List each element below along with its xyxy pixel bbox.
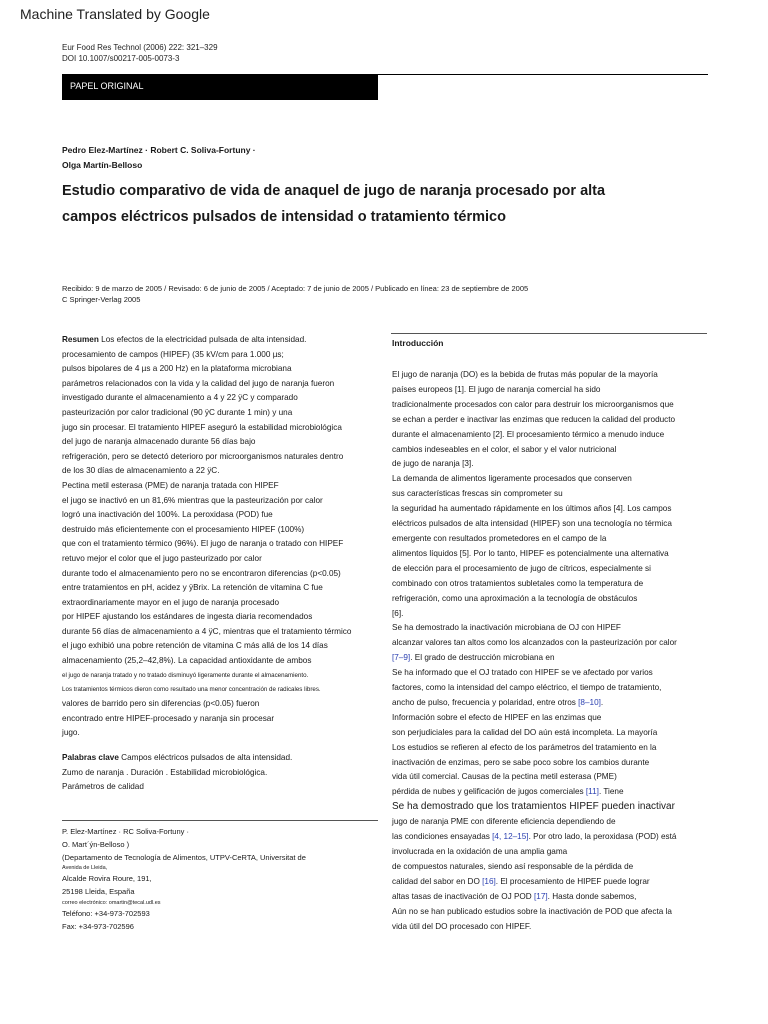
text-span: . El grado de destrucción microbiana en [410,653,555,663]
text-line: la seguridad ha aumentado rápidamente en los últimos años [4]. Los campos [392,504,672,514]
journal-citation: Eur Food Res Technol (2006) 222: 321–329 [62,43,218,52]
citation-link[interactable]: [7–9] [392,653,411,663]
text-line: jugo de naranja PME con diferente eficiencia dependiendo de [392,817,616,827]
text-line: procesamiento de campos (HIPEF) (35 kV/cm para 1.000 µs; [62,349,284,359]
text-line: Los tratamientos térmicos dieron como resultado una menor concentración de radicales libres. [62,685,321,693]
text-span: . Tiene [598,787,624,797]
text-line: el jugo se inactivó en un 81,6% mientras que la pasteurización por calor [62,495,323,505]
text-line: que con el tratamiento térmico (96%). El jugo de naranja o tratado con HIPEF [62,539,344,549]
text-line: parámetros relacionados con la vida y la calidad del jugo de naranja fueron [62,378,335,388]
text-line: refrigeración, como una aproximación a la tecnología de obstáculos [392,593,638,603]
text-line [392,785,712,800]
abstract-text: Los efectos de la electricidad pulsada de alta intensidad. [98,335,307,344]
publication-dates [62,283,528,305]
keywords-label: Palabras clave [62,753,119,763]
title-line: campos eléctricos pulsados de intensidad o tratamiento térmico [62,209,506,225]
doi: DOI 10.1007/s00217-005-0073-3 [62,54,180,63]
text-line: Aún no se han publicado estudios sobre la inactivación de POD que afecta la [392,906,672,916]
citation-link[interactable]: [11] [585,787,599,797]
intro-rule [391,333,707,334]
machine-translation-banner: Machine Translated by Google [20,6,210,22]
text-line [392,875,712,890]
text-line: jugo sin procesar. El tratamiento HIPEF aseguró la estabilidad microbiológica [62,422,342,432]
keywords-line: Parámetros de calidad [62,782,144,792]
citation-link[interactable]: [8–10] [578,697,601,707]
text-line: sus características frescas sin comprometer su [392,489,563,499]
paragraph [392,368,712,472]
keywords-text: Campos eléctricos pulsados de alta intensidad. [118,753,293,763]
affiliation-line: Alcalde Rovira Roure, 191, [62,874,152,884]
text-line: de jugo de naranja [3]. [392,459,474,469]
keywords [62,751,382,795]
text-line: pulsos bipolares de 4 µs a 200 Hz) en la plataforma microbiana [62,364,292,374]
citation-link[interactable]: [16] [482,876,496,886]
affiliation-line: (Departamento de Tecnología de Alimentos, UTPV-CeRTA, Universitat de [62,852,306,862]
text-line: factores, como la intensidad del campo eléctrico, el tiempo de tratamiento, [392,683,662,693]
text-line: son perjudiciales para la calidad del DO aún está incompleta. La mayoría [392,727,658,737]
text-line: cambios indeseables en el color, el sabor y el valor nutricional [392,444,617,454]
text-line: retuvo mejor el color que el jugo pasteurizado por calor [62,553,262,563]
paragraph [392,711,712,786]
text-span: . [600,697,604,707]
text-line: alcanzar valores tan altos como los alcanzados con la pasteurización por calor [392,638,677,648]
fax-line: Fax: +34-973-702596 [62,921,134,931]
text-line: de los 30 días de almacenamiento a 22 ÿC. [62,466,220,476]
text-line: Los estudios se refieren al efecto de los parámetros del tratamiento en la [392,742,657,752]
text-line: pasteurización por calor tradicional (90 ÿC durante 1 min) y una [62,407,293,417]
copyright-line: C Springer-Verlag 2005 [62,295,141,304]
affiliation-line: P. Elez-Martínez · RC Soliva-Fortuny · [62,827,189,836]
abstract-column [62,333,382,795]
text-line [392,696,712,711]
text-line: [6]. [392,608,404,618]
text-line: El jugo de naranja (DO) es la bebida de frutas más popular de la mayoría [392,370,658,379]
article-type-label: PAPEL ORIGINAL [70,81,144,91]
text-line: refrigeración, pero se detectó deterioro por microorganismos naturales dentro [62,451,344,461]
text-line: del jugo de naranja almacenado durante 56 días bajo [62,437,256,447]
journal-info [62,42,218,64]
text-line: La demanda de alimentos ligeramente procesados que conserven [392,474,632,484]
text-line: Pectina metil esterasa (PME) de naranja tratada con HIPEF [62,480,279,490]
title-line: Estudio comparativo de vida de anaquel de jugo de naranja procesado por alta [62,183,606,199]
text-line [392,830,712,845]
text-line: destruido más eficientemente con el procesamiento HIPEF (100%) [62,524,305,534]
keywords-first-line [62,751,382,766]
text-line: inactivación de enzimas, pero se sabe poco sobre los cambios durante [392,757,650,767]
text-line: logró una inactivación del 100%. La peroxidasa (POD) fue [62,510,273,520]
text-line: valores de barrido pero sin diferencias (p<0.05) fueron [62,699,260,709]
text-line: el jugo exhibió una pobre retención de vitamina C más allá de los 14 días [62,641,328,651]
text-line: vida útil del DO procesado con HIPEF. [392,921,532,931]
text-line: jugo. [62,728,80,738]
article-type-bar [62,75,378,100]
text-line: de compuestos naturales, siendo así responsable de la pérdida de [392,861,634,871]
text-line: encontrado entre HIPEF-procesado y naranja sin procesar [62,713,275,723]
footnote-rule [62,820,378,821]
text-line: alimentos líquidos [5]. Por lo tanto, HIPEF es potencialmente una alternativa [392,548,669,558]
affiliation-line: Avenida de Lleida, [62,865,108,872]
text-line: por HIPEF ajustando los estándares de ingesta diaria recomendados [62,612,313,622]
authors [62,143,256,173]
text-line: el jugo de naranja tratado y no tratado disminuyó ligeramente durante el almacenamiento. [62,671,309,679]
text-line: tradicionalmente procesados con calor para destruir los microorganismos que [392,399,674,409]
text-span: calidad del sabor en DO [392,876,483,886]
text-line: combinado con otros tratamientos subletales como la temperatura de [392,578,644,588]
text-line: investigado durante el almacenamiento a 4 y 22 ÿC y comparado [62,393,298,403]
text-line: países europeos [1]. El jugo de naranja comercial ha sido [392,384,601,394]
text-span: . Hasta donde sabemos, [547,891,637,901]
text-line: emergente con resultados prometedores en el campo de la [392,533,607,543]
text-line: durante el almacenamiento [2]. El procesamiento térmico a menudo induce [392,429,665,439]
text-line: se echan a perder e inactivar las enzimas que reducen la calidad del producto [392,414,676,424]
text-line: Se ha demostrado la inactivación microbiana de OJ con HIPEF [392,623,621,633]
text-line: almacenamiento (25,2–42,8%). La capacidad antioxidante de ambos [62,656,312,666]
text-line: entre tratamientos en pH, acidez y ÿBrix. La retención de vitamina C fue [62,583,323,593]
citation-link[interactable]: [4, 12–15] [492,832,529,842]
text-line: Se ha demostrado que los tratamientos HIPEF pueden inactivar [392,801,675,813]
keywords-line: Zumo de naranja . Duración . Estabilidad microbiológica. [62,767,268,777]
text-span: . Por otro lado, la peroxidasa (POD) está [528,832,677,842]
affiliation-line: O. Mart´ýn-Belloso ) [62,839,130,849]
introduction-column [392,368,712,934]
text-line: Información sobre el efecto de HIPEF en las enzimas que [392,712,602,722]
citation-link[interactable]: [17] [534,891,548,901]
text-line: vida útil comercial. Causas de la pectina metil esterasa (PME) [392,772,617,782]
text-line: durante todo el almacenamiento pero no se encontraron diferencias (p<0.05) [62,568,341,578]
abstract-label: Resumen [62,335,99,344]
affiliation-line: 25198 Lleida, España [62,887,135,897]
text-span: las condiciones ensayadas [392,832,493,842]
received-line: Recibido: 9 de marzo de 2005 / Revisado: 6 de junio de 2005 / Aceptado: 7 de junio de 2005 / Publicado en línea: 23 de septiembre de 2005 [62,284,529,293]
text-line: durante 56 días de almacenamiento a 4 ÿC, mientras que el tratamiento térmico [62,626,352,636]
abstract-body [62,348,382,741]
article-title [62,178,712,230]
section-heading-introduccion: Introducción [392,338,444,348]
text-line: involucrada en la oxidación de una amplia gama [392,847,568,856]
text-line: Se ha informado que el OJ tratado con HIPEF se ve afectado por varios [392,668,653,678]
text-line: extraordinariamente mayor en el jugo de naranja procesado [62,597,280,607]
affiliation-block [62,826,306,934]
email-line: correo electrónico: omartin@tecal.udl.es [62,899,161,906]
text-span: pérdida de nubes y gelificación de jugos comerciales [392,787,586,797]
abstract-first-line [62,333,382,348]
text-span: . El procesamiento de HIPEF puede lograr [495,876,650,886]
text-line: eléctricos pulsados de alta intensidad (HIPEF) son una tecnología no térmica [392,519,672,529]
paragraph [392,472,712,621]
author-line: Olga Martín-Belloso [62,160,143,170]
text-line [392,651,712,666]
text-span: altas tasas de inactivación de OJ POD [392,891,534,901]
phone-line: Teléfono: +34-973-702593 [62,908,150,918]
text-span: ancho de pulso, frecuencia y polaridad, entre otros [392,697,579,707]
author-line: Pedro Elez-Martínez · Robert C. Soliva-Fortuny · [62,145,256,155]
text-line [392,890,712,905]
text-line: de elección para el procesamiento de jugo de cítricos, especialmente si [392,563,651,573]
